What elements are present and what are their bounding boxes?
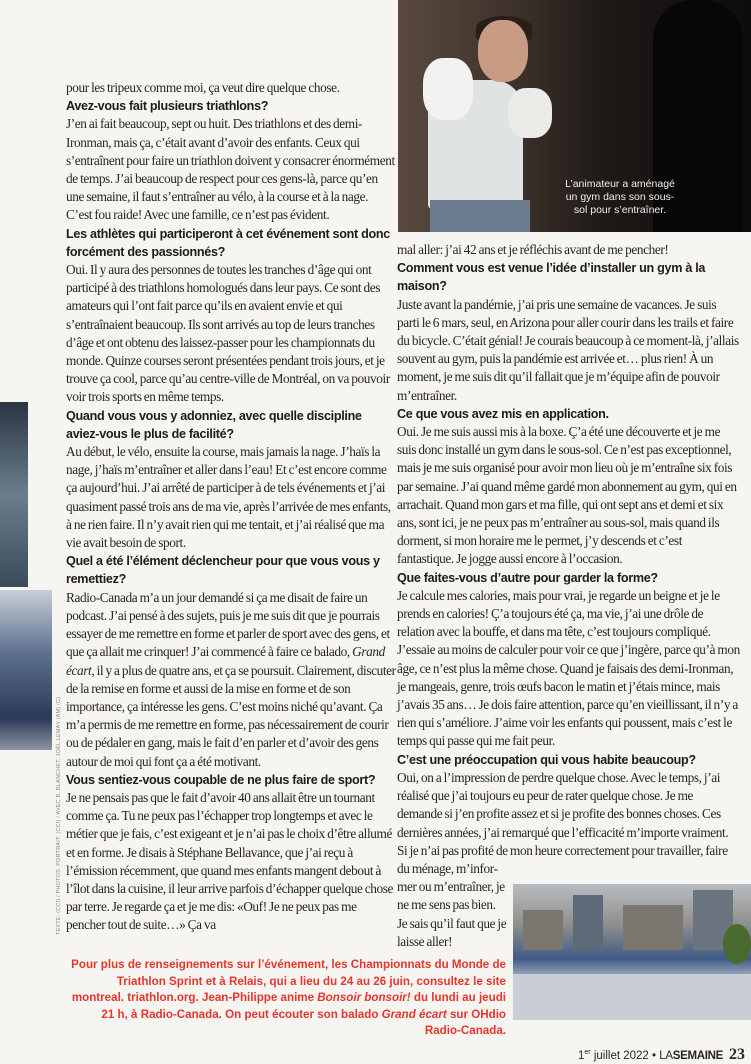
article-right-tail: mer ou m’entraîner, je ne me sens pas bien. Je sais qu’il faut que je laisse aller! xyxy=(397,879,507,949)
page-footer xyxy=(578,1046,745,1064)
interview-answer: Oui. Il y aura des personnes de toutes les tranches d’âge qui ont participé à des triathlons homologués dans leur pays. Ce sont des amateurs qui l’ont fait parce qu’ils en avaient envie et qui s’entraînaient beaucoup. Ils sont arrivés au top de leurs tranches d’âge et ont obtenu des laissez-passer pour les championnats du monde. Quinze courses seront présentées pendant trois jours, et je trouve ça cool, parce qu’au centre-ville de Montréal, on va pouvoir voir trois sports en même temps. xyxy=(66,262,390,405)
page-number: 23 xyxy=(729,1045,746,1063)
interview-question: C’est une préoccupation qui vous habite beaucoup? xyxy=(397,752,696,767)
interview-question: Ce que vous avez mis en application. xyxy=(397,406,609,421)
interview-answer: Juste avant la pandémie, j’ai pris une semaine de vacances. Je suis parti le 6 mars, seul, en Arizona pour aller courir dans les trails et faire du bicycle. C’était génial! Je courais beaucoup à ce moment-là, j’allais souvent au gym, puis la pandémie est arrivée et… plus rien! À un moment, je me suis dit qu’il fallait que je m’équipe afin de pouvoir m’entraîner. xyxy=(397,296,739,403)
show-title: Bonsoir bonsoir! xyxy=(317,991,411,1005)
interview-question: Que faites-vous d’autre pour garder la forme? xyxy=(397,570,658,585)
building xyxy=(623,905,683,950)
info-text: du lundi au jeudi 21 h, à Radio-Canada. On peut écouter son balado xyxy=(101,991,506,1021)
photo-credit: TEXTE: (CCI) / PHOTOS: PORTRAIT: (CCI) / AVEC B. BLANCHET, JOËL LEMAY (AM) (C) xyxy=(56,696,62,935)
right-column-tail xyxy=(397,878,740,951)
boxing-glove xyxy=(508,88,552,138)
interview-answer: Je calcule mes calories, mais pour vrai, je regarde un beigne et je le prends en calories! Ç’a toujours été ça, ma vie, j’ai une drôle de relation avec la bouffe, et dans ma tête, c’est toujours compliqué. J’essaie au moins de calculer pour voir ce que j’ingère, parce qu’à mon âge, ce n’est plus la même chose. Quand je faisais des demi-Ironman, je mangeais, genre, trois œufs bacon le matin et j’étais mince, mais j’avais 35 ans… Je dois faire attention, parce qu’en vieillissant, il n’y a rien qui s’améliore. J’aime voir les enfants qui poussent, mais c’est le temps qui passe qui me fait peur. xyxy=(397,587,740,749)
interview-answer: Oui. Je me suis aussi mis à la boxe. Ç’a été une découverte et je me suis donc installé un gym dans le sous-sol. Ce n’est pas exceptionnel, mais je me suis organisé pour avoir mon lieu où je m’entraîne six fois par semaine. J’ai quand même gardé mon abonnement au gym, qui en arrachait. Quand mon gars et ma fille, qui ont sept ans et demi et six ans, sont ici, je ne peux pas m’entraîner au sous-sol, mais quand ils dorment, si mon horaire me le permet, j’y descends et c’est fantastique. Je jogge aussi encore à l’occasion. xyxy=(397,424,737,567)
podcast-title: Grand écart xyxy=(381,1007,447,1021)
interview-answer: J’en ai fait beaucoup, sept ou huit. Des triathlons et des demi-Ironman, mais ça, c’était avant d’avoir des enfants. Ceux qui s’entraînent pour faire un triathlon doivent y consacrer énormément de temps. J’ai beaucoup de respect pour ces gens-là, parce qu’en une semaine, il faut s’entraîner au vélo, à la course et à la nage. C’est fou raide! Avec une famille, ce n’est pas évident. xyxy=(66,116,395,223)
interview-answer: Au début, le vélo, ensuite la course, mais jamais la nage. J’haïs la nage, j’haïs m’entraîner et aller dans l’eau! Et c’est encore comme ça aujourd’hui. J’ai arrêté de participer à de tels événements et j’ai quasiment passé trois ans de ma vie, après l’arrivée de mes enfants, à ne rien faire. Il n’y avait rien qui me tentait, et j’ai réalisé que ma vie avait besoin de sport. xyxy=(66,444,391,551)
info-text: sur OHdio Radio-Canada. xyxy=(424,1007,506,1038)
brand-la: LA xyxy=(659,1049,673,1062)
article-left-column xyxy=(66,79,396,935)
brand-semaine: SEMAINE xyxy=(672,1049,724,1062)
adjacent-page-photo xyxy=(0,590,52,750)
info-box xyxy=(66,957,506,1040)
interview-question: Avez-vous fait plusieurs triathlons? xyxy=(66,99,269,114)
boxing-gym-photo xyxy=(398,0,751,232)
person-head xyxy=(478,20,528,82)
footer-day-sup: er xyxy=(584,1049,591,1057)
right-column-body xyxy=(397,241,740,878)
article-right-column xyxy=(397,241,740,1020)
interview-question: Quand vous vous y adonniez, avec quelle discipline aviez-vous le plus de facilité? xyxy=(66,408,362,441)
interview-question: Vous sentiez-vous coupable de ne plus faire de sport? xyxy=(66,772,376,787)
footer-separator: • xyxy=(652,1049,657,1062)
interview-answer: Je ne pensais pas que le fait d’avoir 40 ans allait être un tournant comme ça. Tu ne peux pas l’échapper trop longtemps et avec le métier que je fais, c’est exigeant et je n’ai pas le choix d’être allumé et en forme. Je disais à Stéphane Bellavance, que j’ai reçu à l’émission récemment, que quand mes enfants mangent debout à l’îlot dans la cuisine, il leur arrive parfois d’échapper quelque chose par terre. Je regarde ça et je me dis: «Ouf! Je ne peux pas me pencher tout de suite…» Ça va xyxy=(66,789,394,933)
info-text: Pour plus de renseignements sur l’événement, les Championnats du Monde de Triathlon Sprint et à Relais, qui a lieu du 24 au 26 juin, consultez le site montreal. triathlon.org. Jean-Philippe anime xyxy=(71,957,506,1005)
interview-answer: Oui, on a l’impression de perdre quelque chose. Avec le temps, j’ai réalisé que j’ai toujours eu peur de rater quelque chose. Je me demande si j’en profite assez et si je profite des bonnes choses. Ces dernières années, j’ai remarqué que l’efficacité m’importe vraiment. Si je n’ai pas profité de mon heure correctement pour travailler, faire du ménage, m’infor- xyxy=(397,769,729,876)
interview-question: Comment vous est venue l’idée d’installer un gym à la maison? xyxy=(397,261,706,294)
building xyxy=(573,895,603,950)
triathlon-city-photo xyxy=(513,884,751,1020)
interview-answer: pour les tripeux comme moi, ça veut dire quelque chose. xyxy=(66,80,340,95)
interview-question: Les athlètes qui participeront à cet événement sont donc forcément des passionnés? xyxy=(66,226,391,259)
footer-date: juillet 2022 xyxy=(590,1049,649,1062)
interview-answer: Radio-Canada m’a un jour demandé si ça me disait de faire un podcast. J’ai pensé à des sujets, puis je me suis dit que je pourrais essayer de me remettre en forme et parler de sport avec des gens, et que ça allait me crinquer! J’ai commencé à faire ce balado, Grand écart, il y a plus de quatre ans, et ça se poursuit. Clairement, discuter de la remise en forme et aussi de la mise en forme et de son importance, ça intéresse les gens. C’est moins niché qu’avant. Ça m’a permis de me remettre en forme, pas nécessairement de courir ou de pédaler en gang, mais le fait d’en parler et d’avoir des gens autour de moi qui font ça a été motivant. xyxy=(66,589,396,769)
building xyxy=(523,910,563,950)
person-pants xyxy=(430,200,530,232)
photo-caption: L’animateur a aménagé un gym dans son sous-sol pour s’entraîner. xyxy=(565,178,675,216)
adjacent-page-photo xyxy=(0,402,28,587)
footer-day: 1 xyxy=(578,1049,585,1062)
tree xyxy=(723,924,751,964)
race-track xyxy=(513,974,751,1020)
interview-answer: mal aller: j’ai 42 ans et je réfléchis avant de me pencher! xyxy=(397,242,669,257)
boxing-glove xyxy=(423,58,473,120)
magazine-brand xyxy=(659,1050,723,1062)
interview-question: Quel a été l’élément déclencheur pour que vous vous y remettiez? xyxy=(66,554,380,587)
